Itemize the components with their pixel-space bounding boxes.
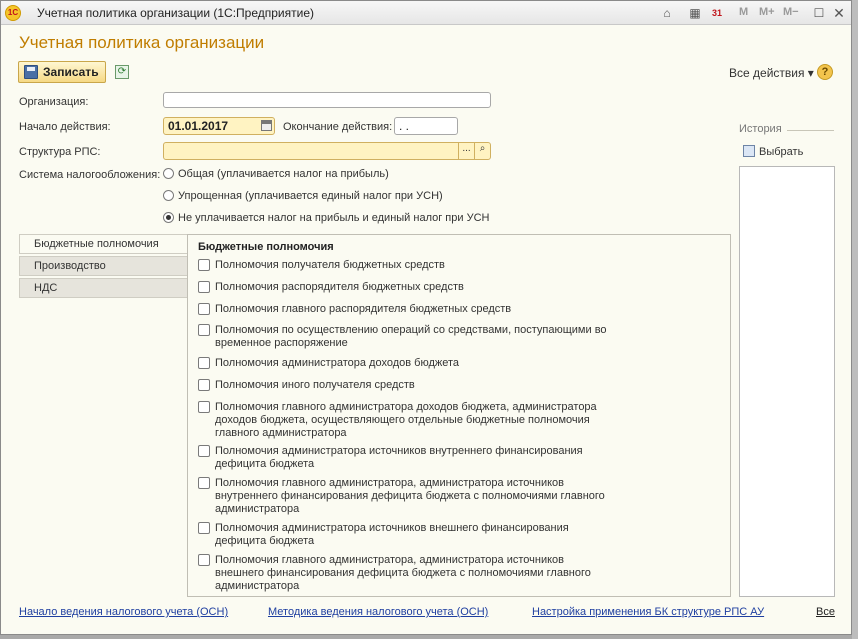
power-item-label: Полномочия главного администратора, администратора источников внутреннего финансирования дефицита бюджета с полномочиями главного администратора [215, 477, 605, 515]
structure-field[interactable] [163, 142, 491, 160]
structure-label: Структура РПС: [19, 146, 101, 158]
calculator-icon[interactable]: ▦ [689, 6, 701, 20]
all-actions-menu[interactable]: Все действия ▾ [729, 66, 814, 80]
radio-general-label: Общая (уплачивается налог на прибыль) [178, 168, 389, 180]
tab-budget-powers[interactable]: Бюджетные полномочия [19, 234, 188, 254]
checkbox[interactable] [198, 379, 210, 391]
save-button[interactable] [18, 61, 106, 83]
power-item-label: Полномочия главного распорядителя бюджетных средств [215, 303, 512, 315]
start-date-value: 01.01.2017 [168, 119, 229, 133]
checkbox[interactable] [198, 445, 210, 457]
checkbox[interactable] [198, 303, 210, 315]
select-button[interactable] [743, 145, 803, 158]
radio-simplified-label: Упрощенная (уплачивается единый налог при УСН) [178, 190, 443, 202]
calendar-picker-icon[interactable] [261, 120, 272, 131]
power-item-label: Полномочия получателя бюджетных средств [215, 259, 445, 271]
maximize-icon[interactable]: ☐ [813, 6, 825, 20]
history-list[interactable] [739, 166, 835, 597]
checkbox[interactable] [198, 357, 210, 369]
history-divider [787, 130, 834, 131]
close-icon[interactable]: ✕ [833, 5, 845, 21]
start-date-field[interactable] [163, 117, 275, 135]
checkbox[interactable] [198, 281, 210, 293]
link-tax-start[interactable]: Начало ведения налогового учета (ОСН) [19, 606, 229, 618]
refresh-icon[interactable]: ⟳ [115, 65, 129, 79]
select-icon [743, 145, 755, 157]
checkbox[interactable] [198, 522, 210, 534]
form-title: Учетная политика организации [19, 33, 265, 52]
end-date-field[interactable]: . . [394, 117, 458, 135]
link-tax-method[interactable]: Методика ведения налогового учета (ОСН) [268, 606, 489, 618]
tax-option-simplified[interactable] [163, 190, 443, 206]
home-icon[interactable]: ⌂ [663, 6, 671, 20]
power-item-label: Полномочия иного получателя средств [215, 379, 415, 391]
link-all[interactable]: Все [816, 606, 835, 618]
memory-minus-button[interactable]: M− [783, 6, 799, 18]
checkbox[interactable] [198, 477, 210, 489]
history-label: История [739, 123, 782, 135]
power-item-label: Полномочия администратора источников внешнего финансирования дефицита бюджета [215, 522, 569, 547]
organization-label: Организация: [19, 96, 89, 108]
radio-none-label: Не уплачивается налог на прибыль и единый налог при УСН [178, 212, 490, 224]
power-item-label: Полномочия администратора источников внутреннего финансирования дефицита бюджета [215, 445, 583, 470]
start-date-label: Начало действия: [19, 121, 111, 133]
choose-button[interactable]: ... [458, 143, 474, 159]
search-icon[interactable]: ⌕ [474, 143, 490, 159]
radio-none[interactable] [163, 212, 174, 223]
end-date-label: Окончание действия: [283, 121, 393, 133]
disk-icon [24, 65, 38, 79]
power-item-label: Полномочия главного администратора доходов бюджета, администратора доходов бюджета, осуществляющего отдельные бюджетные полномочия главного администратора [215, 401, 597, 439]
title-bar [1, 1, 851, 25]
power-item-label: Полномочия распорядителя бюджетных средств [215, 281, 464, 293]
tab-production[interactable]: Производство [19, 256, 188, 276]
power-item-label: Полномочия главного администратора, администратора источников внешнего финансирования дефицита бюджета с полномочиями главного администратора [215, 554, 591, 592]
tab-vat[interactable]: НДС [19, 278, 188, 298]
power-item-label: Полномочия администратора доходов бюджета [215, 357, 460, 369]
save-button-label: Записать [43, 65, 99, 79]
checkbox[interactable] [198, 324, 210, 336]
app-logo-icon: 1С [5, 5, 21, 21]
checkbox[interactable] [198, 554, 210, 566]
organization-field[interactable] [163, 92, 491, 108]
tax-option-general[interactable] [163, 168, 389, 184]
checkbox[interactable] [198, 401, 210, 413]
panel-title: Бюджетные полномочия [198, 241, 334, 253]
help-icon[interactable]: ? [817, 64, 833, 80]
select-button-label: Выбрать [759, 146, 804, 158]
radio-general[interactable] [163, 168, 174, 179]
budget-powers-panel [187, 234, 731, 597]
radio-simplified[interactable] [163, 190, 174, 201]
background-strip [852, 0, 858, 639]
memory-m-button[interactable]: M [739, 6, 749, 18]
power-item-label: Полномочия по осуществлению операций со средствами, поступающими во временное распоряжение [215, 324, 607, 349]
memory-plus-button[interactable]: M+ [759, 6, 775, 18]
window-title: Учетная политика организации (1С:Предприятие) [37, 6, 314, 20]
checkbox[interactable] [198, 259, 210, 271]
tax-option-none[interactable] [163, 212, 489, 228]
calendar-icon[interactable]: 31 [711, 8, 722, 18]
link-bk-setup[interactable]: Настройка применения БК структуре РПС АУ [532, 606, 765, 618]
tax-system-label: Система налогообложения: [19, 169, 161, 181]
